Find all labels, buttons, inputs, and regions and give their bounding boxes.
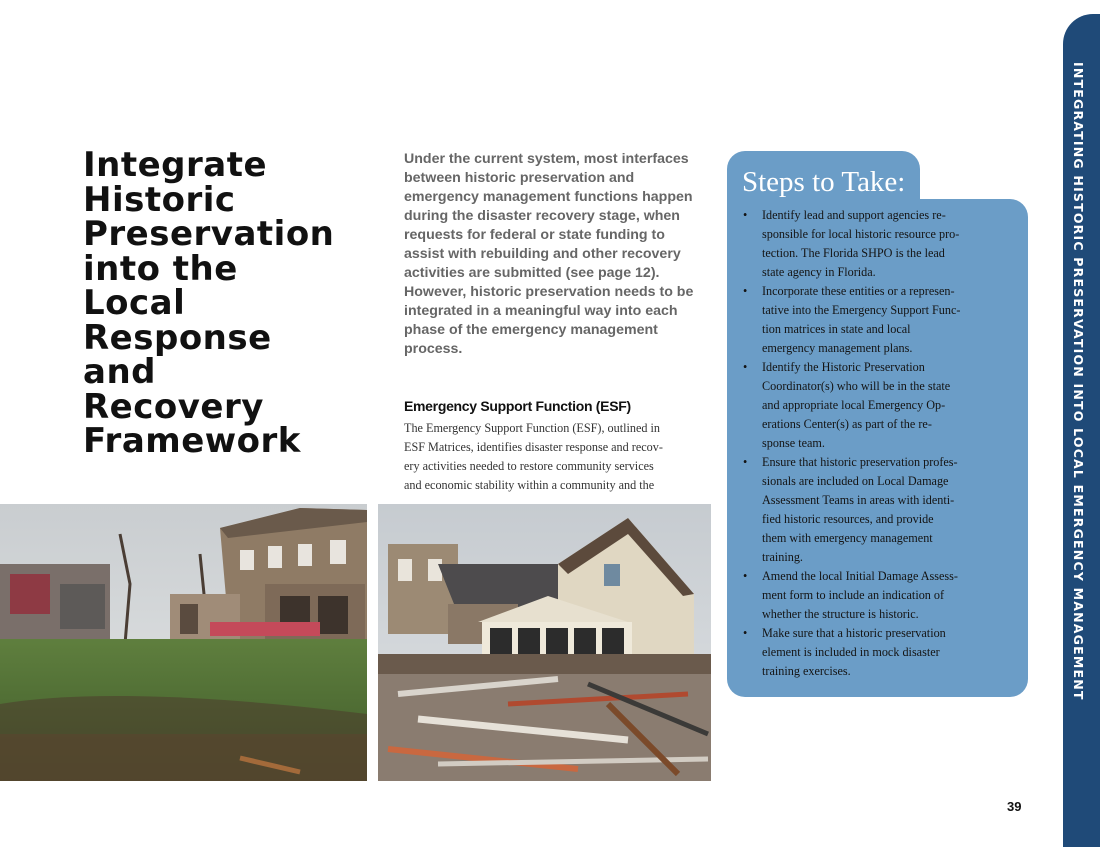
step-line: element is included in mock disaster xyxy=(762,645,940,659)
step-line: sionals are included on Local Damage xyxy=(762,474,949,488)
step-line: sponsible for local historic resource pro- xyxy=(762,227,960,241)
step-line: tion matrices in state and local xyxy=(762,322,911,336)
step-line: Coordinator(s) who will be in the state xyxy=(762,379,951,393)
step-line: tection. The Florida SHPO is the lead xyxy=(762,246,945,260)
step-line: • Identify the Historic Preservation xyxy=(762,360,925,374)
step-line: • Incorporate these entities or a represen- xyxy=(762,284,955,298)
steps-list xyxy=(741,206,1006,681)
step-item xyxy=(741,624,1006,681)
step-line: them with emergency management xyxy=(762,531,933,545)
title-line: Recovery xyxy=(83,386,264,427)
steps-title: Steps to Take: xyxy=(742,166,906,198)
title-line: Local xyxy=(83,283,186,323)
step-line: ment form to include an indication of xyxy=(762,588,945,602)
step-line: fied historic resources, and provide xyxy=(762,512,934,526)
photo-destroyed-house-debris xyxy=(378,504,711,781)
page-number: 39 xyxy=(1007,799,1022,814)
step-item xyxy=(741,206,1006,282)
title-line: Integrate xyxy=(83,145,268,185)
intro-paragraph: Under the current system, most interfaces between historic preservation and emergency management functions happen during the disaster recovery stage, when requests for federal or state funding to assist with rebuilding and other recovery activities are submitted (see page 12). However, historic preservation needs to be integrated in a meaningful way into each phase of the emergency management process. xyxy=(404,151,694,357)
step-line: Assessment Teams in areas with identi- xyxy=(762,493,955,507)
step-line: • Make sure that a historic preservation xyxy=(762,626,946,640)
esf-paragraph xyxy=(404,419,704,495)
title-line: Framework xyxy=(83,421,301,461)
step-line: training. xyxy=(762,550,803,564)
step-line: training exercises. xyxy=(762,664,851,678)
step-line: state agency in Florida. xyxy=(762,265,876,279)
step-line: whether the structure is historic. xyxy=(762,607,919,621)
step-line: • Identify lead and support agencies re- xyxy=(762,208,946,222)
esf-line: ery activities needed to restore community services xyxy=(404,459,654,473)
esf-line: and economic stability within a community and the xyxy=(404,478,655,492)
esf-heading: Emergency Support Function (ESF) xyxy=(404,398,631,414)
step-item xyxy=(741,453,1006,567)
esf-line: The Emergency Support Function (ESF), outlined in xyxy=(404,421,661,435)
step-item xyxy=(741,358,1006,453)
side-tab-label: INTEGRATING HISTORIC PRESERVATION INTO LOCAL EMERGENCY MANAGEMENT xyxy=(1071,62,1086,701)
page-title xyxy=(83,145,388,461)
step-line: emergency management plans. xyxy=(762,341,913,355)
photo-damaged-stone-house xyxy=(0,504,367,781)
step-item xyxy=(741,567,1006,624)
step-line: sponse team. xyxy=(762,436,825,450)
step-line: erations Center(s) as part of the re- xyxy=(762,417,932,431)
step-line: • Amend the local Initial Damage Assess- xyxy=(762,569,958,583)
title-line: Historic xyxy=(83,179,236,220)
step-line: • Ensure that historic preservation profes- xyxy=(762,455,958,469)
step-item xyxy=(741,282,1006,358)
step-line: and appropriate local Emergency Op- xyxy=(762,398,946,412)
title-line: and xyxy=(83,352,156,392)
esf-line: ESF Matrices, identifies disaster response and recov- xyxy=(404,440,663,454)
title-line: Response xyxy=(83,317,272,358)
step-line: tative into the Emergency Support Func- xyxy=(762,303,961,317)
title-line: Preservation xyxy=(83,214,335,254)
title-line: into the xyxy=(83,248,238,289)
